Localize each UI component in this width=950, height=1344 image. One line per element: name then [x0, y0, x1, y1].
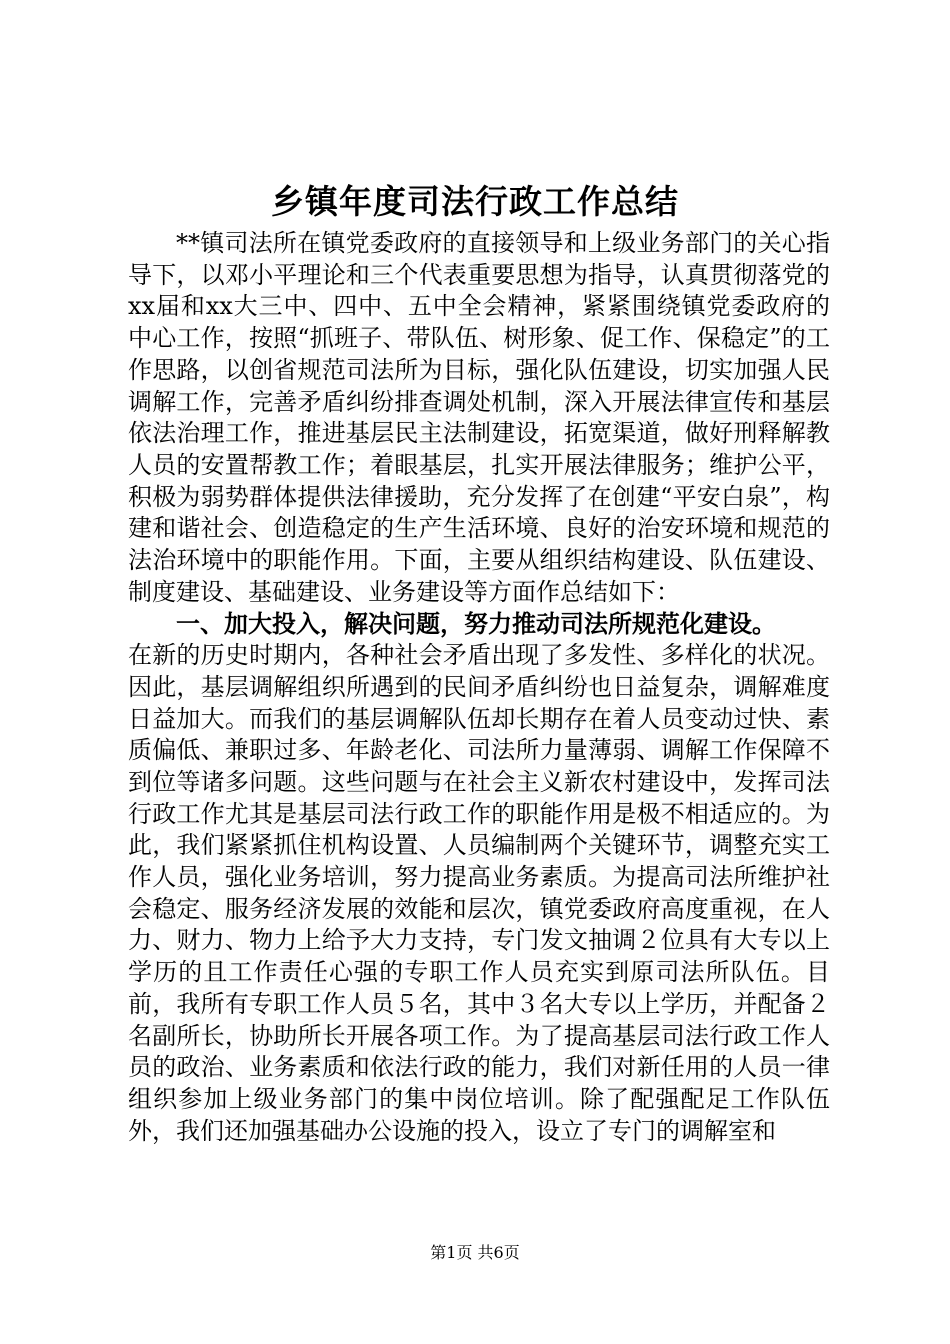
- section-paragraph: 在新的历史时期内，各种社会矛盾出现了多发性、多样化的状况。因此，基层调解组织所遇到的民间矛盾纠纷也日益复杂，调解难度日益加大。而我们的基层调解队伍却长期存在着人员变动过快、素质偏低、兼职过多、年龄老化、司法所力量薄弱、调解工作保障不到位等诸多问题。这些问题与在社会主义新农村建设中，发挥司法行政工作尤其是基层司法行政工作的职能作用是极不相适应的。为此，我们紧紧抓住机构设置、人员编制两个关键环节，调整充实工作人员，强化业务培训，努力提高业务素质。为提高司法所维护社会稳定、服务经济发展的效能和层次，镇党委政府高度重视，在人力、财力、物力上给予大力支持，专门发文抽调２位具有大专以上学历的且工作责任心强的专职工作人员充实到原司法所队伍。目前，我所有专职工作人员５名，其中３名大专以上学历，并配备２名副所长，协助所长开展各项工作。为了提高基层司法行政工作人员的政治、业务素质和依法行政的能力，我们对新任用的人员一律组织参加上级业务部门的集中岗位培训。除了配强配足工作队伍外，我们还加强基础办公设施的投入，设立了专门的调解室和: [128, 641, 830, 1145]
- section-heading: 一、加大投入，解决问题，努力推动司法所规范化建设。: [176, 609, 776, 639]
- page-footer: 第1页 共6页: [430, 1243, 520, 1262]
- document-body: [128, 228, 830, 1147]
- intro-paragraph: **镇司法所在镇党委政府的直接领导和上级业务部门的关心指导下，以邓小平理论和三个代表重要思想为指导，认真贯彻落党的xx届和xx大三中、四中、五中全会精神，紧紧围绕镇党委政府的中心工作，按照“抓班子、带队伍、树形象、促工作、保稳定”的工作思路，以创省规范司法所为目标，强化队伍建设，切实加强人民调解工作，完善矛盾纠纷排查调处机制，深入开展法律宣传和基层依法治理工作，推进基层民主法制建设，拓宽渠道，做好刑释解教人员的安置帮教工作；着眼基层，扎实开展法律服务；维护公平，积极为弱势群体提供法律援助，充分发挥了在创建“平安白泉”，构建和谐社会、创造稳定的生产生活环境、良好的治安环境和规范的法治环境中的职能作用。下面，主要从组织结构建设、队伍建设、制度建设、基础建设、业务建设等方面作总结如下：: [128, 229, 830, 606]
- document-title: 乡镇年度司法行政工作总结: [271, 182, 679, 221]
